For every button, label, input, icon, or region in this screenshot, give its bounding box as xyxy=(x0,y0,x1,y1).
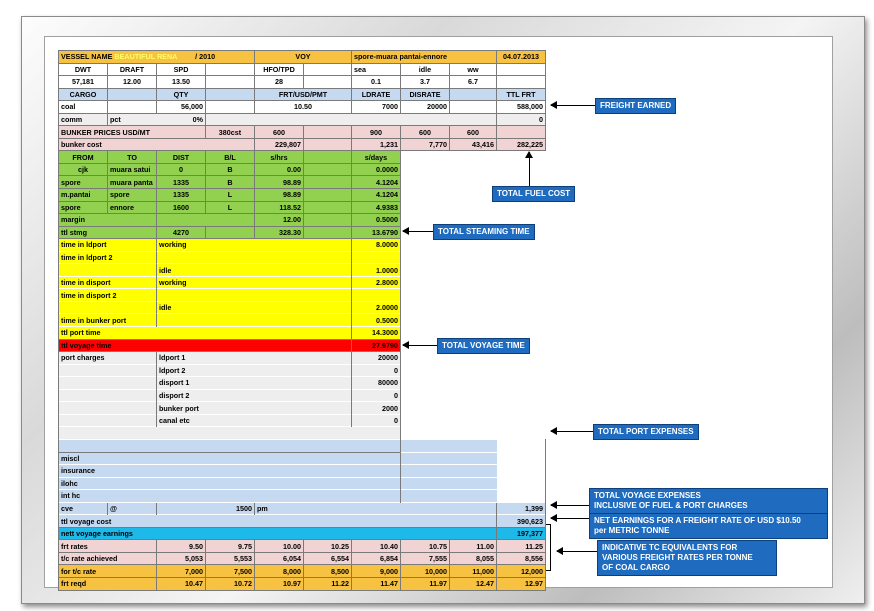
cell: B xyxy=(206,176,255,189)
port-charges-total-row xyxy=(59,439,546,452)
cell: 10.00 xyxy=(255,540,304,553)
cell: idle xyxy=(401,63,450,76)
cell: 12.00 xyxy=(108,76,157,89)
cell: 328.30 xyxy=(255,226,304,239)
cell: 1600 xyxy=(157,201,206,214)
freight-earned-callout: FREIGHT EARNED xyxy=(595,98,676,114)
callout-line: NET EARNINGS FOR A FREIGHT RATE OF USD $10.50 xyxy=(594,516,801,525)
callout-line: TOTAL VOYAGE EXPENSES xyxy=(594,491,701,500)
cell xyxy=(157,314,352,327)
cell: idle xyxy=(157,301,352,314)
nett-earnings-value: 197,377 xyxy=(497,527,546,540)
cell: 0 xyxy=(352,364,401,377)
frt-reqd-row xyxy=(59,577,546,590)
cell xyxy=(304,126,352,139)
cell: 7,555 xyxy=(401,552,450,565)
table-row xyxy=(59,490,546,503)
cell: 0 xyxy=(157,163,206,176)
cell: ldport 1 xyxy=(157,352,352,365)
cell xyxy=(206,76,255,89)
cell: 43,416 xyxy=(450,138,497,151)
cell xyxy=(59,264,157,277)
comm-pct-label: pct xyxy=(110,115,121,124)
tc-arrow xyxy=(557,551,597,552)
cell: 380cst xyxy=(206,126,255,139)
cell: frt rates xyxy=(59,540,157,553)
cell: ilohc xyxy=(59,477,497,490)
voyage-time-value: 27.9790 xyxy=(352,339,401,352)
cell: 57,181 xyxy=(59,76,108,89)
cell: 20000 xyxy=(401,101,450,114)
cell: 6,554 xyxy=(304,552,352,565)
cell: nett voyage earnings xyxy=(59,527,497,540)
fuel-cost-callout: TOTAL FUEL COST xyxy=(492,186,575,202)
cell: TTL FRT xyxy=(497,88,546,101)
cell: pm xyxy=(255,502,497,515)
callout-line: VARIOUS FREIGHT RATES PER TONNE xyxy=(602,553,753,562)
cell: 229,807 xyxy=(255,138,304,151)
cell: QTY xyxy=(157,88,206,101)
cell: 11.97 xyxy=(401,577,450,590)
cell: 9.50 xyxy=(157,540,206,553)
cell: 2000 xyxy=(352,402,401,415)
cell: 5,053 xyxy=(157,552,206,565)
voyage-exp-arrow xyxy=(551,505,589,506)
cell: 10.75 xyxy=(401,540,450,553)
for-tc-rate-row xyxy=(59,565,546,578)
cell xyxy=(304,201,352,214)
frt-rates-row xyxy=(59,540,546,553)
bunker-cost-total: 282,225 xyxy=(497,138,546,151)
cell: 11.22 xyxy=(304,577,352,590)
cell xyxy=(59,301,157,314)
voyage-time-arrow xyxy=(403,345,437,346)
particulars-header-row xyxy=(59,63,546,76)
cell: disport 2 xyxy=(157,389,352,402)
cell: time in bunker port xyxy=(59,314,157,327)
cell: 1.0000 xyxy=(352,264,401,277)
cell: 0.0000 xyxy=(352,163,401,176)
cell xyxy=(352,251,401,264)
cell: working xyxy=(157,239,352,252)
cell: 2.8000 xyxy=(352,276,401,289)
cell xyxy=(59,377,157,390)
cell: 1,399 xyxy=(497,502,546,515)
cargo-header-row xyxy=(59,88,546,101)
cell: ttl voyage time xyxy=(59,339,352,352)
callout-line: per METRIC TONNE xyxy=(594,526,670,535)
ttl-frt-value: 588,000 xyxy=(497,101,546,114)
cell xyxy=(304,226,352,239)
callout-line: INDICATIVE TC EQUIVALENTS FOR xyxy=(602,543,738,552)
net-earnings-callout xyxy=(589,513,828,539)
cell: 0 xyxy=(497,113,546,126)
cell: 28 xyxy=(255,76,304,89)
cell: coal xyxy=(59,101,108,114)
cell xyxy=(352,289,401,302)
cell: ww xyxy=(450,63,497,76)
fuel-arrow xyxy=(529,152,530,186)
cell: HFO/TPD xyxy=(255,63,304,76)
cell: BUNKER PRICES USD/MT xyxy=(59,126,206,139)
cell: canal etc xyxy=(157,414,352,427)
cell xyxy=(450,88,497,101)
cell: 7,000 xyxy=(157,565,206,578)
cell: 2.0000 xyxy=(352,301,401,314)
cell: DWT xyxy=(59,63,108,76)
cell: 10.40 xyxy=(352,540,401,553)
cell: DRAFT xyxy=(108,63,157,76)
cell xyxy=(206,113,497,126)
cell: time in disport xyxy=(59,276,157,289)
cell: 600 xyxy=(255,126,304,139)
cell xyxy=(304,76,352,89)
voyage-cost-row xyxy=(59,515,546,528)
cell: 0 xyxy=(352,414,401,427)
cell: 8,500 xyxy=(304,565,352,578)
cell: 8,556 xyxy=(497,552,546,565)
cell: s/days xyxy=(352,151,401,164)
cell: insurance xyxy=(59,465,497,478)
cell xyxy=(304,176,352,189)
cell: bunker cost xyxy=(59,138,255,151)
cell: DISRATE xyxy=(401,88,450,101)
comm-row xyxy=(59,113,546,126)
cell: 0.00 xyxy=(255,163,304,176)
callout-line: INCLUSIVE OF FUEL & PORT CHARGES xyxy=(594,501,748,510)
cell xyxy=(304,151,352,164)
cell: 8,055 xyxy=(450,552,497,565)
vessel-name: BEAUTIFUL RENA xyxy=(114,52,178,62)
header-row xyxy=(59,51,546,64)
cell xyxy=(59,389,157,402)
voy-label: VOY xyxy=(255,51,352,64)
cell xyxy=(59,364,157,377)
cell: 9.75 xyxy=(206,540,255,553)
cell: 5,553 xyxy=(206,552,255,565)
cell: frt reqd xyxy=(59,577,157,590)
cell: time in ldport xyxy=(59,239,157,252)
tc-achieved-row xyxy=(59,552,546,565)
cell: 11,000 xyxy=(450,565,497,578)
cell: 6,054 xyxy=(255,552,304,565)
cell: 10.50 xyxy=(255,101,352,114)
cell xyxy=(59,414,157,427)
cell: margin xyxy=(59,214,157,227)
cell: muara satui xyxy=(108,163,157,176)
cell: miscl xyxy=(59,452,497,465)
cell xyxy=(206,88,255,101)
cell xyxy=(304,163,352,176)
cell: 1,231 xyxy=(352,138,401,151)
particulars-value-row xyxy=(59,76,546,89)
cell: time in ldport 2 xyxy=(59,251,157,264)
cell: 80000 xyxy=(352,377,401,390)
freight-arrow xyxy=(551,105,595,106)
cell: ttl stmg xyxy=(59,226,157,239)
cell: LDRATE xyxy=(352,88,401,101)
cell: bunker port xyxy=(157,402,352,415)
cell: 7,500 xyxy=(206,565,255,578)
nett-earnings-row xyxy=(59,527,546,540)
cell: 14.3000 xyxy=(352,327,401,340)
cell: muara panta xyxy=(108,176,157,189)
cell: 4270 xyxy=(157,226,206,239)
port-expenses-callout: TOTAL PORT EXPENSES xyxy=(593,424,699,440)
cell: ttl port time xyxy=(59,327,352,340)
cell: L xyxy=(206,201,255,214)
cell: 56,000 xyxy=(157,101,206,114)
cell: 10.25 xyxy=(304,540,352,553)
cell: 11.25 xyxy=(497,540,546,553)
table-row xyxy=(59,465,546,478)
cell xyxy=(497,126,546,139)
cell: idle xyxy=(157,264,352,277)
cell: 10.97 xyxy=(255,577,304,590)
cell: 98.89 xyxy=(255,176,304,189)
cell: SPD xyxy=(157,63,206,76)
cell: 0 xyxy=(352,389,401,402)
comm-pct: 0% xyxy=(192,115,203,124)
cell: s/hrs xyxy=(255,151,304,164)
callout-line: OF COAL CARGO xyxy=(602,563,670,572)
cell: 1335 xyxy=(157,176,206,189)
cell: sea xyxy=(352,63,401,76)
cell: for t/c rate xyxy=(59,565,157,578)
cell: 7000 xyxy=(352,101,401,114)
cell: int hc xyxy=(59,490,497,503)
cell: 8,000 xyxy=(255,565,304,578)
table-row xyxy=(59,477,546,490)
cell: 11.00 xyxy=(450,540,497,553)
cell: 13.50 xyxy=(157,76,206,89)
cell: TO xyxy=(108,151,157,164)
cell xyxy=(450,101,497,114)
cell: ldport 2 xyxy=(157,364,352,377)
cell: FRT/USD/PMT xyxy=(255,88,352,101)
voyage-expenses-callout xyxy=(589,488,828,514)
cell xyxy=(206,101,255,114)
voyage-cost-total: 390,623 xyxy=(497,515,546,528)
cell xyxy=(304,63,352,76)
cell: 11.47 xyxy=(352,577,401,590)
vessel-year: / 2010 xyxy=(195,52,216,62)
cell xyxy=(304,214,352,227)
cell: 8.0000 xyxy=(352,239,401,252)
steaming-time-callout: TOTAL STEAMING TIME xyxy=(433,224,535,240)
cell: comm xyxy=(59,113,108,126)
cell xyxy=(497,63,546,76)
cve-row xyxy=(59,502,546,515)
net-arrow xyxy=(551,518,589,519)
cell: cjk xyxy=(59,163,108,176)
cell: 10.47 xyxy=(157,577,206,590)
cell: 1335 xyxy=(157,189,206,202)
cell: 20000 xyxy=(352,352,401,365)
cell: spore xyxy=(59,176,108,189)
cell xyxy=(304,189,352,202)
cell xyxy=(108,101,157,114)
voyage-time-callout: TOTAL VOYAGE TIME xyxy=(437,338,530,354)
cell xyxy=(157,289,352,302)
cell: ennore xyxy=(108,201,157,214)
cell: m.pantai xyxy=(59,189,108,202)
tc-equivalents-callout xyxy=(597,540,777,576)
cell: 12.00 xyxy=(255,214,304,227)
cargo-value-row xyxy=(59,101,546,114)
cell xyxy=(59,427,401,440)
cell: 4.1204 xyxy=(352,189,401,202)
cell: 0.5000 xyxy=(352,314,401,327)
cell: B xyxy=(206,163,255,176)
cell: 6,854 xyxy=(352,552,401,565)
cell: spore xyxy=(59,201,108,214)
cell: disport 1 xyxy=(157,377,352,390)
cell: time in disport 2 xyxy=(59,289,157,302)
cell: @ xyxy=(108,502,157,515)
cell xyxy=(59,439,497,452)
cell: 4.1204 xyxy=(352,176,401,189)
cell: 118.52 xyxy=(255,201,304,214)
cell xyxy=(206,226,255,239)
cell: 6.7 xyxy=(450,76,497,89)
date: 04.07.2013 xyxy=(497,51,546,64)
cell xyxy=(497,76,546,89)
cell: 4.9383 xyxy=(352,201,401,214)
cell xyxy=(157,251,352,264)
port-exp-arrow xyxy=(551,431,593,432)
cell: 12.97 xyxy=(497,577,546,590)
cell xyxy=(59,402,157,415)
cell: spore xyxy=(108,189,157,202)
cell: 900 xyxy=(352,126,401,139)
cell: 600 xyxy=(450,126,497,139)
cell: 98.89 xyxy=(255,189,304,202)
table-row xyxy=(59,452,546,465)
bunker-prices-row xyxy=(59,126,546,139)
route: spore-muara pantai-ennore xyxy=(352,51,497,64)
cell xyxy=(108,88,157,101)
cell: DIST xyxy=(157,151,206,164)
cell xyxy=(304,138,352,151)
cell: 1500 xyxy=(157,502,255,515)
cell: 9,000 xyxy=(352,565,401,578)
cell: port charges xyxy=(59,352,157,365)
cell: B/L xyxy=(206,151,255,164)
steaming-arrow xyxy=(403,231,433,232)
cell: cve xyxy=(59,502,108,515)
cell: 7,770 xyxy=(401,138,450,151)
cell: 12,000 xyxy=(497,565,546,578)
steaming-header-row xyxy=(59,151,546,164)
cell xyxy=(157,214,255,227)
cell: CARGO xyxy=(59,88,108,101)
cell: t/c rate achieved xyxy=(59,552,157,565)
cell xyxy=(206,63,255,76)
cell: 0.1 xyxy=(352,76,401,89)
cell: 600 xyxy=(401,126,450,139)
cell: 3.7 xyxy=(401,76,450,89)
cell: working xyxy=(157,276,352,289)
cell: 0.5000 xyxy=(352,214,401,227)
steaming-total-days: 13.6790 xyxy=(352,226,401,239)
cell: FROM xyxy=(59,151,108,164)
cell: 10,000 xyxy=(401,565,450,578)
cell: 10.72 xyxy=(206,577,255,590)
voyage-estimate-sheet xyxy=(58,50,545,591)
tc-bracket xyxy=(546,524,551,571)
vessel-label: VESSEL NAME xyxy=(61,52,113,62)
voyage-estimate-table xyxy=(58,50,546,591)
bunker-cost-row xyxy=(59,138,546,151)
cell: L xyxy=(206,189,255,202)
cell: 12.47 xyxy=(450,577,497,590)
cell: ttl voyage cost xyxy=(59,515,497,528)
